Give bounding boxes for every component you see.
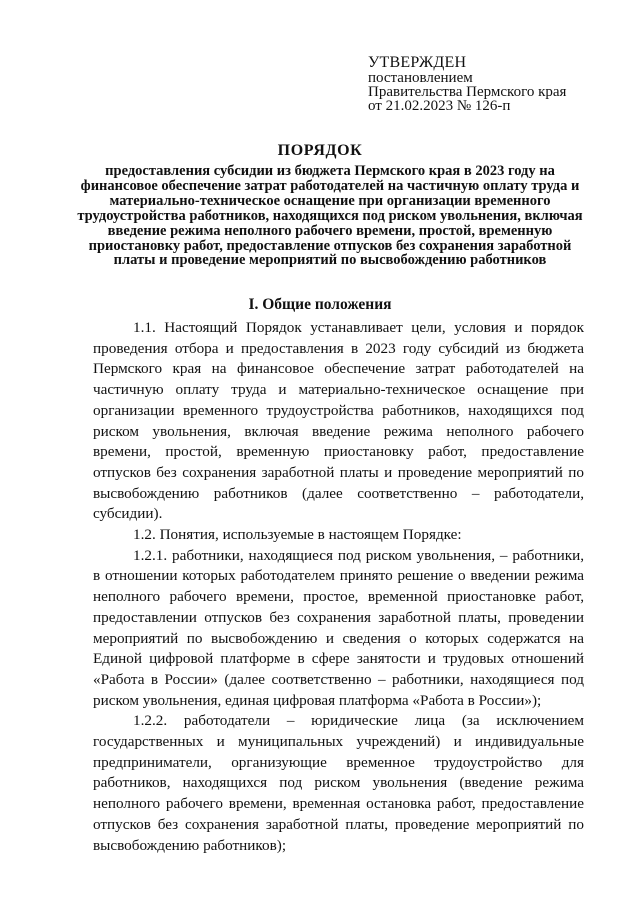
paragraph-1-1: 1.1. Настоящий Порядок устанавливает цели, условия и порядок проведения отбора и предоставления в 2023 году субсидий из бюджета Пермского края на финансовое обеспечение затрат работодателей на частичную оплату труда и материально-техническое оснащение при организации временного трудоустройства работников, находящихся под риском увольнения, включая введение режима неполного рабочего времени, простой, временную приостановку работ, предоставление отпусков без сохранения заработной платы и проведение мероприятий по высвобождению работников (далее соответственно – работодатели, субсидии). — [93, 319, 584, 523]
approval-stamp-block — [368, 54, 618, 113]
section-heading: I. Общие положения — [248, 296, 392, 313]
paragraph-1-2-2: 1.2.2. работодатели – юридические лица (за исключением государственных и муниципальных учреждений) и индивидуальные предприниматели, организующие временное трудоустройство для работников, находящихся под риском увольнения (введение режима неполного рабочего времени, временная остановка работ, предоставление отпусков без сохранения заработной платы, проведение мероприятий по высвобождению работников); — [93, 712, 584, 854]
document-body — [93, 318, 584, 856]
approval-line-date-number: от 21.02.2023 № 126-п — [368, 98, 511, 114]
approval-line-resolution: постановлением — [368, 70, 473, 86]
document-subtitle: предоставления субсидии из бюджета Пермского края в 2023 году на финансовое обеспечение затрат работодателей на частичную оплату труда и материально-техническое оснащение при организации временного трудоустройства работников, находящихся под риском увольнения, включая введение режима неполного рабочего времени, простой, временную приостановку работ, предоставление отпусков без сохранения заработной платы и проведение мероприятий по высвобождению работников — [77, 163, 583, 269]
paragraph-1-2-1: 1.2.1. работники, находящиеся под риском увольнения, – работники, в отношении которых работодателем принято решение о введении режима неполного рабочего времени, простое, временной приостановке работ, предоставлении отпусков без сохранения заработной платы, проведении мероприятий по высвобождению и сведения о которых содержатся на Единой цифровой платформе в сфере занятости и трудовых отношений «Работа в России» (далее соответственно – работники, находящиеся под риском увольнения, единая цифровая платформа «Работа в России»); — [93, 546, 584, 709]
approval-line-government: Правительства Пермского края — [368, 84, 567, 100]
document-title: ПОРЯДОК — [277, 142, 363, 159]
approval-heading: УТВЕРЖДЕН — [368, 54, 467, 71]
paragraph-1-2: 1.2. Понятия, используемые в настоящем Порядке: — [133, 526, 462, 544]
